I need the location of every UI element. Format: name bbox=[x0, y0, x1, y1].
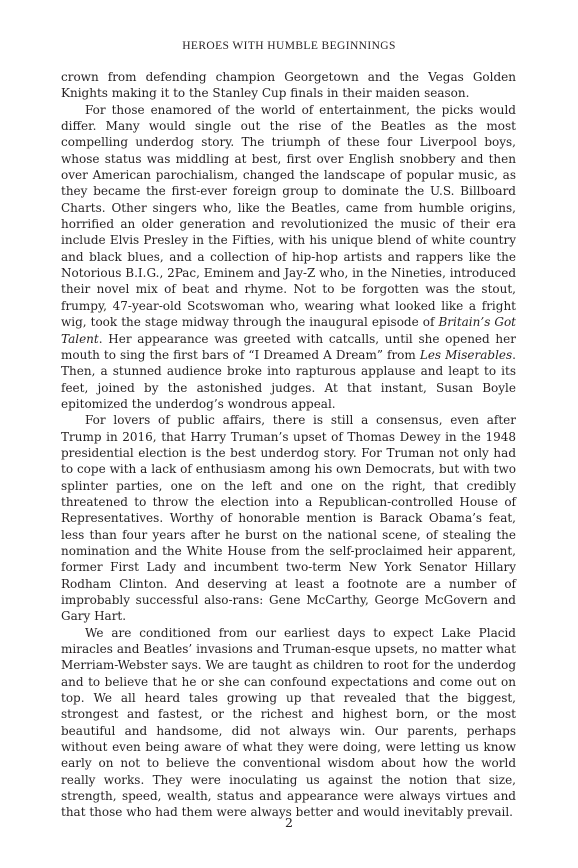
page-number: 2 bbox=[285, 815, 293, 830]
paragraph-4-text: We are conditioned from our earliest days to expect Lake Placid miracles and Beatles’ invasions and Truman-esque upsets, no matter what Merriam-Webster says. We are taught as children to root for the underdog and to believe that he or she can confound expectations and come out on top. We all heard tales growing up that revealed that the biggest, strongest and fastest, or the richest and highest born, or the most beautiful and handsome, did not always win. Our parents, perhaps without even being aware of what they were doing, were letting us know early on not to believe the conventional wisdom about how the world really works. They were inoculating us against the notion that size, strength, speed, wealth, status and appearance were always virtues and that those who had them were always better and would inevitably prevail. bbox=[61, 625, 516, 820]
paragraph-1-text: crown from defending champion Georgetown and the Vegas Golden Knights making it to the Stanley Cup finals in their maiden season. bbox=[61, 70, 516, 101]
paragraph-3 bbox=[61, 412, 516, 624]
paragraph-1 bbox=[61, 69, 516, 102]
musical-title: Les Miserables bbox=[419, 347, 513, 362]
paragraph-2-text-c: . Then, a stunned audience broke into rapturous applause and leapt to its feet, joined by the astonished judges. At that instant, Susan Boyle epitomized the underdog’s wondrous appeal. bbox=[61, 347, 516, 411]
running-head: HEROES WITH HUMBLE BEGINNINGS bbox=[182, 40, 396, 52]
paragraph-4 bbox=[61, 625, 516, 821]
tv-show-title: Britain’s Got Talent bbox=[61, 315, 517, 346]
paragraph-2-text-b: . Her appearance was greeted with catcalls, until she opened her mouth to sing the first bars of “I Dreamed A Dream” from bbox=[61, 331, 516, 362]
body-text bbox=[61, 69, 516, 821]
paragraph-2-text-a: For those enamored of the world of entertainment, the picks would differ. Many would single out the rise of the Beatles as the most compelling underdog story. The triumph of these four Liverpool boys, whose status was middling at best, first over English snobbery and then over American parochialism, changed the landscape of popular music, as they became the first-ever foreign group to dominate the U.S. Billboard Charts. Other singers who, like the Beatles, came from humble origins, horrified an older generation and revolutionized the music of their era include Elvis Presley in the Fifties, with his unique blend of white country and black blues, and a collection of hip-hop artists and rappers like the Notorious B.I.G., 2Pac, Eminem and Jay-Z who, in the Nineties, introduced their novel mix of beat and rhyme. Not to be forgotten was the stout, frumpy, 47-year-old Scotswoman who, wearing what looked like a fright wig, took the stage midway through the inaugural episode of bbox=[61, 102, 516, 330]
paragraph-3-text: For lovers of public affairs, there is still a consensus, even after Trump in 2016, that Harry Truman’s upset of Thomas Dewey in the 1948 presidential election is the best underdog story. For Truman not only had to cope with a lack of enthusiasm among his own Democrats, but with two splinter parties, one on the left and one on the right, that credibly threatened to throw the election into a Republican-controlled House of Representatives. Worthy of honorable mention is Barack Obama’s feat, less than four years after he burst on the national scene, of stealing the nomination and the White House from the self-proclaimed heir apparent, former First Lady and incumbent two-term New York Senator Hillary Rodham Clinton. And deserving at least a footnote are a number of improbably successful also-rans: Gene McCarthy, George McGovern and Gary Hart. bbox=[61, 413, 516, 624]
paragraph-2 bbox=[61, 102, 516, 413]
